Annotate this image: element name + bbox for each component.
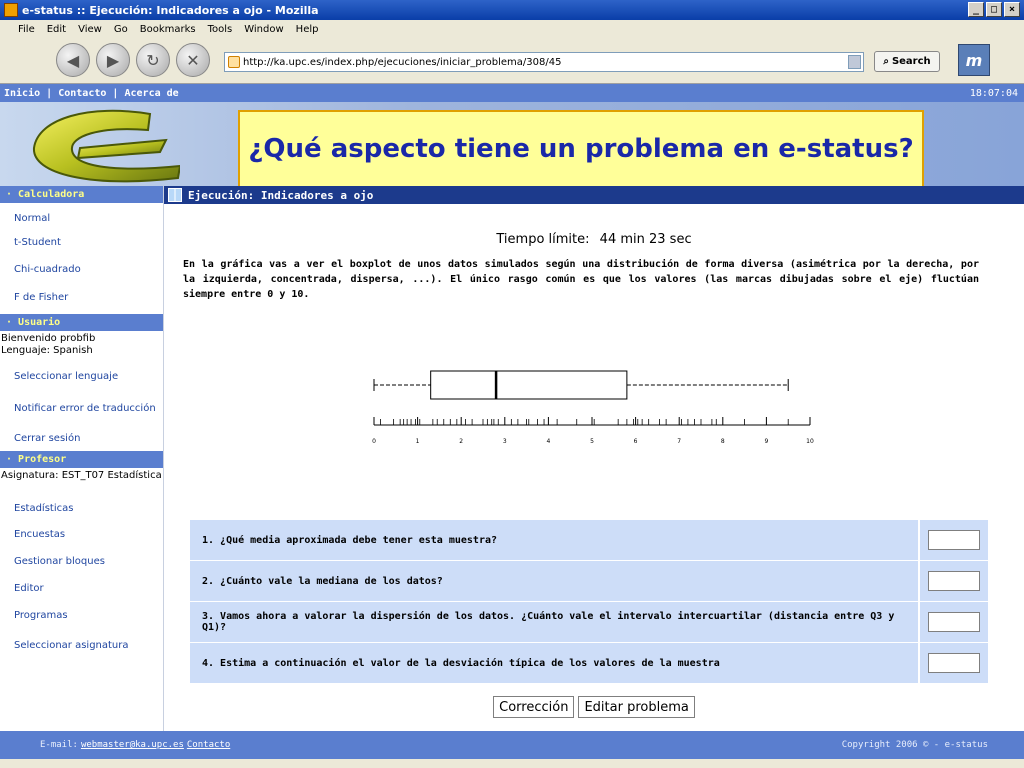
question-text: 2. ¿Cuánto vale la mediana de los datos?: [202, 575, 443, 587]
navigation-toolbar: [0, 38, 1024, 84]
question-row-4: [190, 643, 988, 683]
questions-table: [190, 520, 988, 684]
x-tick-label: 0: [372, 438, 376, 445]
promo-banner: ¿Qué aspecto tiene un problema en e-status?: [238, 110, 924, 188]
x-tick-label: 3: [502, 438, 507, 445]
sidebar-heading-usuario: · Usuario: [0, 314, 163, 331]
problem-intro: En la gráfica vas a ver el boxplot de unos datos simulados según una distribución de forma diversa (asimétrica por la derecha, por la izquierda, concentrada, dispersa, ...). El único rasgo común es que los valores (las marcas dibujadas sobre el eje) fluctúan siempre entre 0 y 10.: [183, 259, 979, 300]
x-tick-label: 9: [764, 438, 769, 445]
action-buttons: [164, 696, 1024, 718]
clock: 18:07:04: [969, 87, 1018, 99]
window-titlebar: [0, 0, 1024, 20]
menu-help[interactable]: Help: [295, 23, 319, 35]
footer-contacto-link[interactable]: Contacto: [186, 740, 231, 750]
site-footer: [0, 731, 1024, 759]
x-tick-label: 10: [806, 438, 814, 445]
menu-bar: [0, 20, 1024, 38]
sidebar-item-estadisticas[interactable]: Estadísticas: [14, 502, 74, 514]
url-bar[interactable]: [224, 52, 864, 72]
maximize-button[interactable]: □: [986, 2, 1002, 17]
menu-edit[interactable]: Edit: [46, 23, 67, 35]
x-tick-label: 7: [677, 438, 682, 445]
language-text: Lenguaje: Spanish: [1, 345, 93, 356]
reload-icon[interactable]: ↻: [136, 43, 170, 77]
nav-inicio-link[interactable]: Inicio: [4, 87, 41, 99]
grid-icon: [168, 188, 182, 202]
mozilla-app-icon: [4, 3, 18, 17]
time-limit-label: Tiempo límite:: [496, 232, 590, 247]
copyright-text: Copyright 2006 © - e-status: [841, 740, 988, 750]
close-button[interactable]: ×: [1004, 2, 1020, 17]
stop-icon[interactable]: ✕: [176, 43, 210, 77]
question-row-2: [190, 561, 988, 601]
browser-status-bar: [0, 759, 1024, 768]
e-status-logo: [30, 108, 180, 184]
x-tick-label: 2: [459, 438, 464, 445]
email-link[interactable]: webmaster@ka.upc.es: [80, 740, 184, 750]
mozilla-throbber-icon: m: [958, 44, 990, 76]
magnifier-icon: ⌕: [883, 56, 889, 67]
menu-file[interactable]: File: [18, 23, 35, 35]
back-icon[interactable]: ◀: [56, 43, 90, 77]
sidebar-heading-calculadora: · Calculadora: [0, 186, 163, 203]
sidebar-heading-label: Profesor: [18, 454, 67, 465]
answer-input-4[interactable]: [928, 653, 980, 673]
sidebar-item-editor[interactable]: Editor: [14, 582, 44, 594]
menu-view[interactable]: View: [78, 23, 102, 35]
subject-text: Asignatura: EST_T07 Estadística: [1, 470, 162, 481]
iqr-box: [431, 371, 627, 399]
question-row-1: [190, 520, 988, 560]
sidebar-item-encuestas[interactable]: Encuestas: [14, 528, 66, 540]
menu-tools[interactable]: Tools: [207, 23, 233, 35]
sidebar-item-f-de-fisher[interactable]: F de Fisher: [14, 291, 69, 303]
page-favicon-icon: [228, 56, 240, 68]
question-text: 4. Estima a continuación el valor de la desviación típica de los valores de la muestra: [202, 657, 720, 669]
answer-input-2[interactable]: [928, 571, 980, 591]
sidebar-item-chi-cuadrado[interactable]: Chi-cuadrado: [14, 263, 81, 275]
question-text: 1. ¿Qué media aproximada debe tener esta muestra?: [202, 534, 498, 546]
search-label: Search: [891, 56, 931, 67]
sidebar-item-seleccionar-asignatura[interactable]: Seleccionar asignatura: [14, 639, 129, 651]
sidebar: [0, 186, 164, 731]
answer-input-3[interactable]: [928, 612, 980, 632]
answer-input-1[interactable]: [928, 530, 980, 550]
url-dropdown-icon[interactable]: [848, 55, 861, 69]
editar-problema-button[interactable]: Editar problema: [578, 696, 694, 718]
content-title: Ejecución: Indicadores a ojo: [188, 188, 374, 202]
time-limit: [164, 232, 1024, 247]
menu-bookmarks[interactable]: Bookmarks: [139, 23, 196, 35]
minimize-button[interactable]: _: [968, 2, 984, 17]
url-text: http://ka.upc.es/index.php/ejecuciones/iniciar_problema/308/45: [243, 56, 562, 68]
correccion-button[interactable]: Corrección: [493, 696, 574, 718]
sidebar-heading-profesor: · Profesor: [0, 451, 163, 468]
sidebar-item-t-student[interactable]: t-Student: [14, 236, 61, 248]
forward-icon[interactable]: ▶: [96, 43, 130, 77]
content-header: [164, 186, 1024, 204]
email-label: E-mail:: [40, 740, 78, 750]
site-top-nav: [0, 84, 1024, 102]
sidebar-heading-label: Calculadora: [18, 189, 85, 200]
x-tick-label: 4: [546, 438, 551, 445]
sidebar-item-seleccionar-lenguaje[interactable]: Seleccionar lenguaje: [14, 370, 119, 382]
search-button[interactable]: [874, 51, 940, 72]
window-title: e-status :: Ejecución: Indicadores a ojo - Mozilla: [22, 3, 319, 17]
welcome-text: Bienvenido probfib: [1, 333, 96, 344]
sidebar-heading-label: Usuario: [18, 317, 61, 328]
x-tick-label: 5: [590, 438, 594, 445]
nav-separator: |: [46, 87, 53, 99]
x-tick-label: 1: [415, 438, 420, 445]
sidebar-item-programas[interactable]: Programas: [14, 609, 68, 621]
question-text: 3. Vamos ahora a valorar la dispersión de los datos. ¿Cuánto vale el intervalo intercuartilar (distancia entre Q3 y Q1)?: [202, 611, 895, 633]
sidebar-item-normal[interactable]: Normal: [14, 212, 51, 224]
nav-acerca-link[interactable]: Acerca de: [124, 87, 179, 99]
menu-go[interactable]: Go: [113, 23, 128, 35]
sidebar-item-gestionar-bloques[interactable]: Gestionar bloques: [14, 555, 105, 567]
boxplot-chart: [360, 365, 830, 455]
sidebar-item-notificar-error[interactable]: Notificar error de traducción: [14, 402, 156, 414]
nav-contacto-link[interactable]: Contacto: [58, 87, 107, 99]
time-limit-value: 44 min 23 sec: [599, 232, 692, 247]
menu-window[interactable]: Window: [244, 23, 284, 35]
sidebar-item-cerrar-sesion[interactable]: Cerrar sesión: [14, 432, 81, 444]
x-tick-label: 6: [633, 438, 638, 445]
nav-separator: |: [112, 87, 119, 99]
question-row-3: [190, 602, 988, 642]
x-tick-label: 8: [720, 438, 725, 445]
